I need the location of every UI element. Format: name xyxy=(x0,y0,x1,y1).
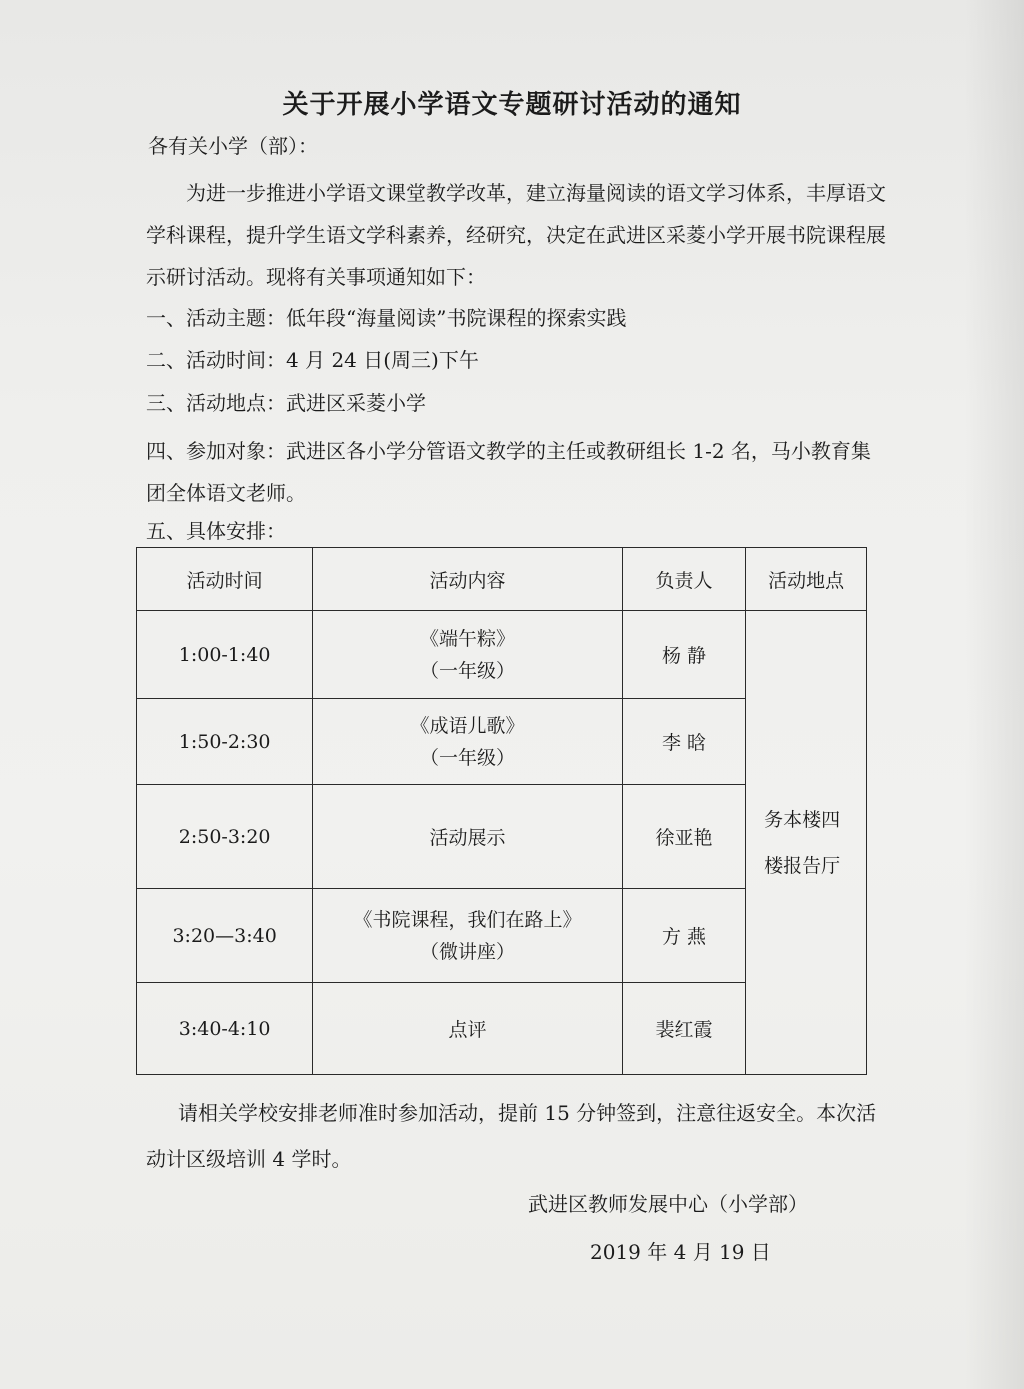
page-title: 关于开展小学语文专题研讨活动的通知 xyxy=(282,90,742,120)
cell-lead: 杨 静 xyxy=(622,611,745,699)
signature: 武进区教师发展中心（小学部） xyxy=(528,1192,808,1216)
schedule-table xyxy=(136,547,867,1075)
cell-content: 点评 xyxy=(313,983,622,1075)
item-participants: 四、参加对象：武进区各小学分管语文教学的主任或教研组长 1-2 名，马小教育集团全体语文老师。 xyxy=(146,439,871,505)
table-header-row xyxy=(137,548,867,611)
intro-paragraph: 为进一步推进小学语文课堂教学改革，建立海量阅读的语文学习体系，丰厚语文学科课程，提升学生语文学科素养，经研究，决定在武进区采菱小学开展书院课程展示研讨活动。现将有关事项通知如下： xyxy=(146,181,886,289)
cell-lead: 裴红霞 xyxy=(622,983,745,1075)
cell-time: 3:40-4:10 xyxy=(137,983,313,1075)
item-location: 三、活动地点：武进区采菱小学 xyxy=(146,391,426,415)
header-time: 活动时间 xyxy=(137,548,313,611)
cell-content: 活动展示 xyxy=(313,785,622,889)
header-content: 活动内容 xyxy=(313,548,622,611)
cell-time: 1:50-2:30 xyxy=(137,699,313,785)
content-note: （一年级） xyxy=(420,659,516,682)
place-text: 务本楼四楼报告厅 xyxy=(764,808,841,877)
content-title: 《端午粽》 xyxy=(420,627,516,650)
header-lead: 负责人 xyxy=(622,548,745,611)
cell-lead: 李 晗 xyxy=(622,699,745,785)
table-row xyxy=(137,611,867,699)
cell-time: 1:00-1:40 xyxy=(137,611,313,699)
cell-content xyxy=(313,889,622,983)
cell-time: 2:50-3:20 xyxy=(137,785,313,889)
cell-content xyxy=(313,699,622,785)
cell-lead: 徐亚艳 xyxy=(622,785,745,889)
cell-time: 3:20—3:40 xyxy=(137,889,313,983)
item-theme: 一、活动主题：低年段“海量阅读”书院课程的探索实践 xyxy=(146,306,627,330)
item-time: 二、活动时间：4 月 24 日(周三)下午 xyxy=(146,348,479,372)
salutation: 各有关小学（部）： xyxy=(148,134,318,158)
item-schedule-heading: 五、具体安排： xyxy=(146,519,286,543)
content-title: 《成语儿歌》 xyxy=(410,714,525,737)
content-note: （微讲座） xyxy=(420,940,516,963)
page-shadow xyxy=(964,0,1024,1389)
issue-date: 2019 年 4 月 19 日 xyxy=(590,1240,771,1264)
content-note: （一年级） xyxy=(420,746,516,769)
header-place: 活动地点 xyxy=(746,548,867,611)
cell-lead: 方 燕 xyxy=(622,889,745,983)
closing-paragraph: 请相关学校安排老师准时参加活动，提前 15 分钟签到，注意往返安全。本次活动计区级培训 4 学时。 xyxy=(146,1101,877,1171)
cell-content xyxy=(313,611,622,699)
cell-place xyxy=(746,611,867,1075)
content-title: 《书院课程，我们在路上》 xyxy=(353,908,582,931)
